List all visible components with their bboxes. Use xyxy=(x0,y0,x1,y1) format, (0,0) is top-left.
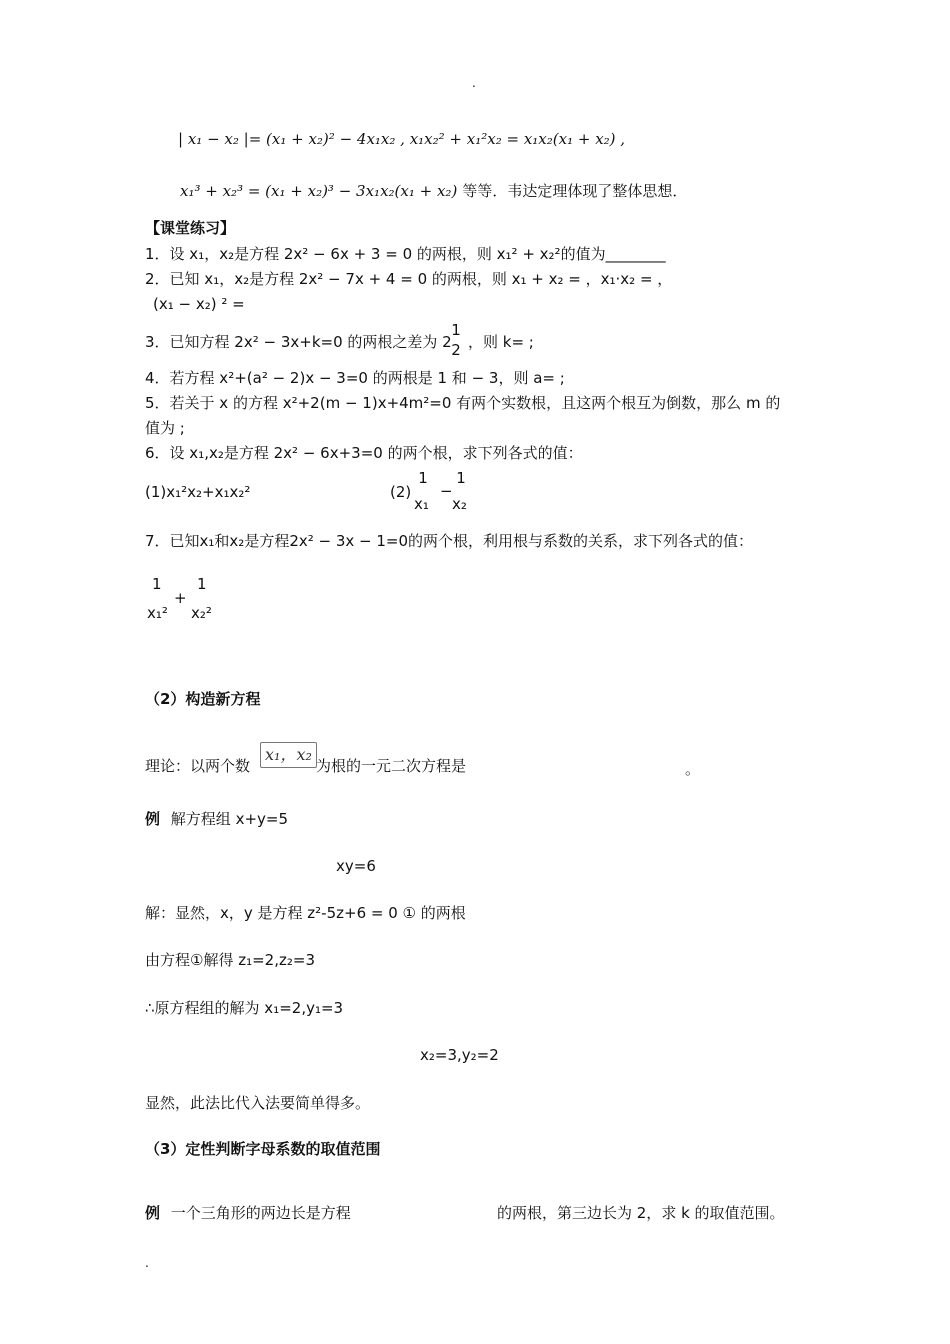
question-5-continued: 值为 ; xyxy=(145,419,185,437)
question-3-text: 3．已知方程 2x² − 3x+k=0 的两根之差为 2 xyxy=(145,333,452,351)
formula-note: 等等．韦达定理体现了整体思想． xyxy=(462,182,688,200)
question-5: 5．若关于 x 的方程 x²+2(m − 1)x+4m²=0 有两个实数根，且这两个根互为倒数，那么 m 的 xyxy=(145,394,781,412)
q7-plus-sign: + xyxy=(174,589,187,607)
question-3-fraction-numerator: 1 xyxy=(451,321,461,339)
page-bottom-dot: . xyxy=(145,1256,149,1270)
solution-conclusion: 显然，此法比代入法要简单得多。 xyxy=(145,1094,371,1112)
practice-heading: 【课堂练习】 xyxy=(145,219,236,237)
example-label: 例 xyxy=(145,810,161,828)
section-3-heading: （3）定性判断字母系数的取值范围 xyxy=(145,1140,381,1158)
question-6: 6．设 x₁,x₂是方程 2x² − 6x+3=0 的两个根，求下列各式的值： xyxy=(145,444,583,462)
section-3-example-text: 一个三角形的两边长是方程 xyxy=(170,1204,351,1222)
question-2-continued: (x₁ − x₂) ² = xyxy=(153,295,245,313)
solution-line-3: ∴原方程组的解为 x₁=2,y₁=3 xyxy=(145,999,344,1017)
q6-minus-sign: − xyxy=(440,482,453,500)
section-2-heading: （2）构造新方程 xyxy=(145,690,261,708)
section-3-example-end: 的两根，第三边长为 2，求 k 的取值范围。 xyxy=(497,1204,785,1222)
theory-text: 为根的一元二次方程是 xyxy=(316,757,467,775)
cube-sum-formula: x₁³ + x₂³ = (x₁ + x₂)³ − 3x₁x₂(x₁ + x₂) xyxy=(180,182,458,200)
section-3-example-label: 例 xyxy=(145,1204,161,1222)
solution-line-2: 由方程①解得 z₁=2,z₂=3 xyxy=(145,951,315,969)
question-6-part-2-label: (2) xyxy=(390,483,412,501)
example-text: 解方程组 x+y=5 xyxy=(170,810,288,828)
q7-fraction-2-denominator: x₂² xyxy=(191,604,212,622)
question-2: 2．已知 x₁，x₂是方程 2x² − 7x + 4 = 0 的两根，则 x₁ + x₂ = ，x₁·x₂ = ， xyxy=(145,270,673,288)
solution-line-4: x₂=3,y₂=2 xyxy=(420,1046,499,1064)
theory-end-mark: 。 xyxy=(685,760,701,778)
section-3-example xyxy=(145,1204,351,1222)
question-3-fraction-denominator: 2 xyxy=(451,341,461,359)
solution-line-1: 解：显然，x，y 是方程 z²-5z+6 = 0 ① 的两根 xyxy=(145,904,466,922)
identity-formula-line-2 xyxy=(180,181,687,200)
q6-fraction-1-numerator: 1 xyxy=(418,469,428,487)
section-2-example xyxy=(145,810,288,828)
identity-formula-line-1: | x₁ − x₂ |= (x₁ + x₂)² − 4x₁x₂ , x₁x₂² + x₁²x₂ = x₁x₂(x₁ + x₂) , xyxy=(178,130,626,148)
theory-roots-formula-image: x₁，x₂ xyxy=(260,742,317,768)
theory-label: 理论：以两个数 xyxy=(145,757,251,775)
q6-fraction-2-numerator: 1 xyxy=(456,469,466,487)
question-4: 4．若方程 x²+(a² − 2)x − 3=0 的两根是 1 和 − 3，则 a= ; xyxy=(145,369,565,387)
q7-fraction-2-numerator: 1 xyxy=(197,575,207,593)
question-3 xyxy=(145,333,452,351)
question-1: 1．设 x₁，x₂是方程 2x² − 6x + 3 = 0 的两根，则 x₁² + x₂²的值为________ xyxy=(145,245,666,263)
question-6-part-1: (1)x₁²x₂+x₁x₂² xyxy=(145,483,251,501)
q7-fraction-1-denominator: x₁² xyxy=(147,604,168,622)
q6-fraction-1-denominator: x₁ xyxy=(414,495,429,513)
question-3-end: ，则 k= ; xyxy=(468,333,534,351)
q7-fraction-1-numerator: 1 xyxy=(152,575,162,593)
page-top-dot: . xyxy=(472,76,476,90)
question-7: 7．已知x₁和x₂是方程2x² − 3x − 1=0的两个根，利用根与系数的关系，求下列各式的值： xyxy=(145,532,754,550)
example-equation-2: xy=6 xyxy=(336,857,376,875)
q6-fraction-2-denominator: x₂ xyxy=(452,495,467,513)
